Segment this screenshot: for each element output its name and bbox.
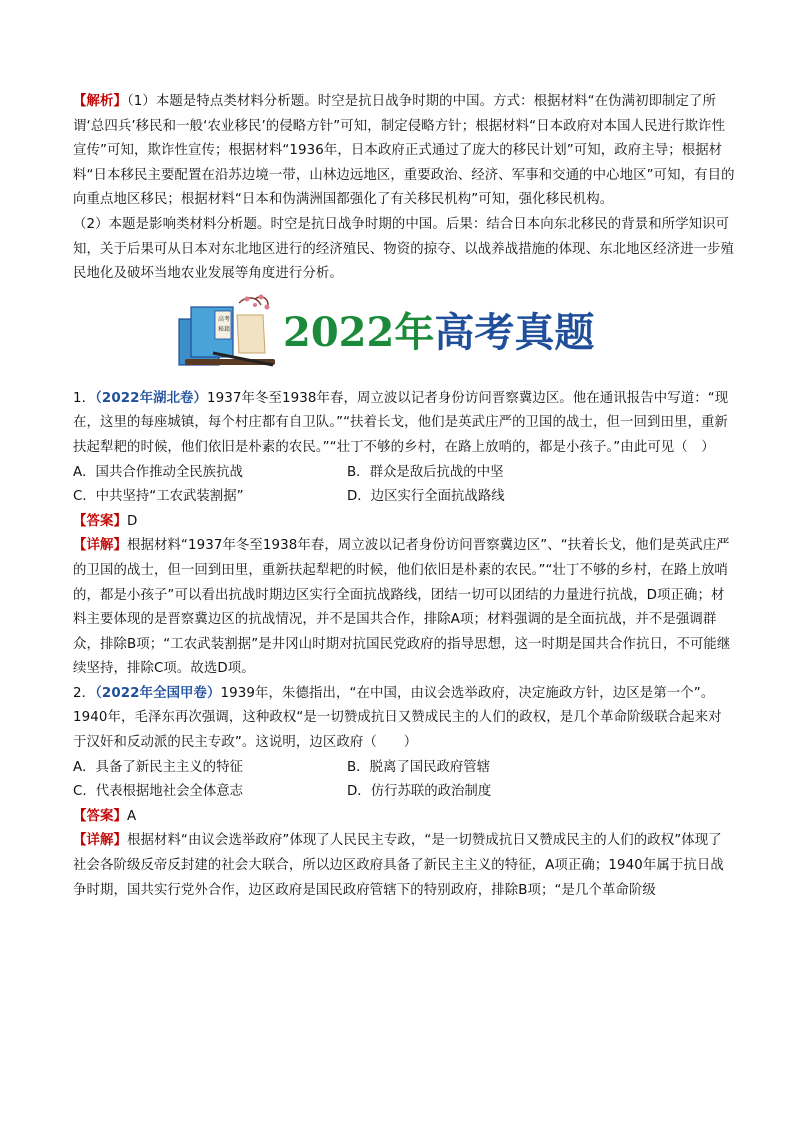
document-page	[73, 90, 735, 903]
section-banner	[73, 291, 735, 381]
svg-text:秘籍: 秘籍	[218, 325, 231, 333]
question-1-text: 1937年冬至1938年春，周立波以记者身份访问晋察冀边区。他在通讯报告中写道：“现在，这里的每座城镇，每个村庄都有自卫队。”“扶着长戈，他们是英武庄严的卫国的战士，但一回到田里，重新扶起犁耙的时候，他们依旧是朴素的农民。”“壮丁不够的乡村，在路上放哨的，都是小孩子。”由此可见（ ）	[73, 390, 729, 455]
answer-tag: 【答案】	[73, 808, 127, 824]
answer-value: A	[126, 808, 137, 824]
question-1-answer	[73, 510, 735, 535]
option-b: B．群众是敌后抗战的中坚	[347, 464, 504, 480]
banner-heading: 高考真题	[434, 308, 595, 356]
option-c: C．中共坚持“工农武装割据”	[73, 489, 244, 505]
banner-year: 2022年	[283, 308, 435, 356]
option-d: D．边区实行全面抗战路线	[347, 489, 505, 505]
question-2-detail	[73, 829, 735, 903]
question-2-answer	[73, 805, 735, 830]
option-b: B．脱离了国民政府管辖	[347, 759, 491, 775]
detail-tag: 【详解】	[73, 833, 127, 849]
analysis-text-1: （1）本题是特点类材料分析题。时空是抗日战争时期的中国。方式：根据材料“在伪满初即制定了所谓‘总四兵’移民和一般‘农业移民’的侵略方针”可知，制定侵略方针；根据材料“日本政府对本国人民进行欺诈性宣传”可知，欺诈性宣传；根据材料“1936年，日本政府正式通过了庞大的移民计划”可知，政府主导；根据材料“日本移民主要配置在沿苏边境一带，山林边远地区，重要政治、经济、军事和交通的中心地区”可知，有目的向重点地区移民；根据材料“日本和伪满洲国都强化了有关移民机构”可知，强化移民机构。	[73, 94, 735, 208]
analysis-paragraph-1	[73, 90, 735, 213]
question-2-number: 2．	[73, 685, 96, 701]
detail-text: 根据材料“由议会选举政府”体现了人民民主专政，“是一切赞成抗日又赞成民主的人们的政权”体现了社会各阶级反帝反封建的社会大联合，所以边区政府具备了新民主主义的特征，A项正确；1940年属于抗日战争时期，国共实行党外合作，边区政府是国民政府管辖下的特别政府，排除B项；“是几个革命阶级	[73, 833, 724, 898]
question-2-options	[73, 756, 735, 805]
detail-tag: 【详解】	[73, 538, 127, 554]
question-1-stem	[73, 387, 735, 461]
question-1-options	[73, 461, 735, 510]
option-d: D．仿行苏联的政治制度	[347, 784, 492, 800]
banner-title	[283, 301, 594, 358]
detail-text: 根据材料“1937年冬至1938年春，周立波以记者身份访问晋察冀边区”、“扶着长戈，他们是英武庄严的卫国的战士，但一回到田里，重新扶起犁耙的时候，他们依旧是朴素的农民。”“壮丁不够的乡村，在路上放哨的，都是小孩子”可以看出抗战时期边区实行全面抗战路线，团结一切可以团结的力量进行抗战，D项正确；材料主要体现的是晋察冀边区的抗战情况，并不是国共合作，排除A项；材料强调的是全面抗战，并不是强调群众，排除B项；“工农武装割据”是井冈山时期对抗国民党政府的指导思想，这一时期是国共合作抗日，不可能继续坚持，排除C项。故选D项。	[73, 538, 731, 677]
question-1-detail	[73, 534, 735, 682]
answer-tag: 【答案】	[73, 513, 127, 529]
book-label: 高考	[218, 315, 231, 323]
option-a: A．国共合作推动全民族抗战	[73, 464, 243, 480]
question-2-text: 1939年，朱德指出，“在中国，由议会选举政府，决定施政方针，边区是第一个”。1940年，毛泽东再次强调，这种政权“是一切赞成抗日又赞成民主的人们的政权，是几个革命阶级联合起来对于汉奸和反动派的民主专政”。这说明，边区政府（ ）	[73, 685, 722, 751]
answer-value: D	[126, 513, 138, 529]
option-c: C．代表根据地社会全体意志	[73, 784, 244, 800]
question-1-number: 1．	[73, 390, 96, 406]
question-2-source: （2022年全国甲卷）	[95, 685, 221, 701]
option-a: A．具备了新民主主义的特征	[73, 759, 243, 775]
books-icon	[177, 293, 277, 373]
question-2-stem	[73, 682, 735, 756]
analysis-tag: 【解析】	[73, 94, 127, 109]
question-1-source: （2022年湖北卷）	[95, 390, 208, 406]
analysis-paragraph-2: （2）本题是影响类材料分析题。时空是抗日战争时期的中国。后果：结合日本向东北移民的背景和所学知识可知，关于后果可从日本对东北地区进行的经济殖民、物资的掠夺、以战养战措施的体现、东北地区经济进一步殖民地化及破坏当地农业发展等角度进行分析。	[73, 216, 735, 282]
